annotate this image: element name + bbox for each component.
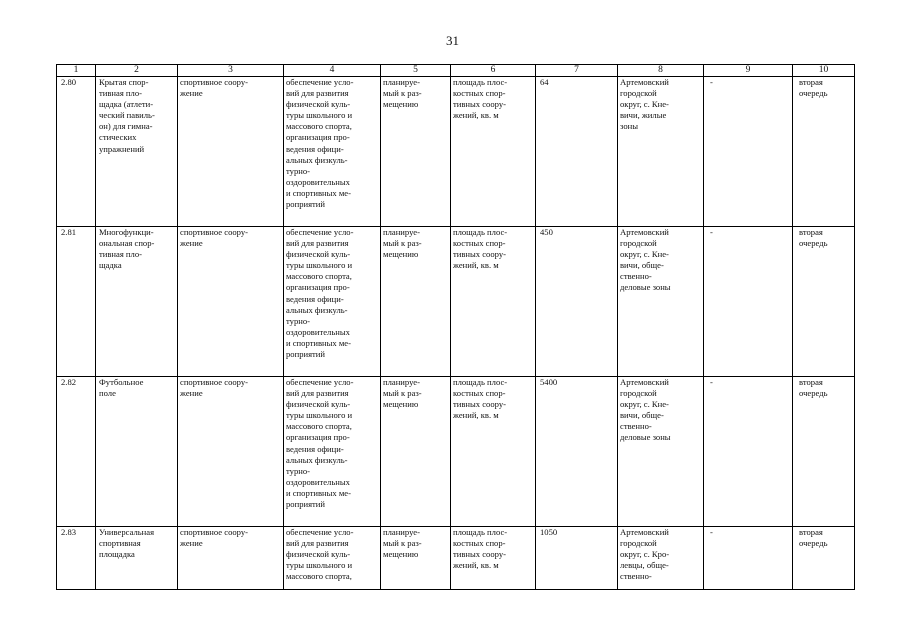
object-purpose: обеспечение усло- вий для развития физической куль- туры школьного и массового спорта, (284, 527, 381, 590)
column-header-2: 2 (96, 65, 178, 77)
object-name: Крытая спор- тивная пло- щадка (атлети- ческий павиль- он) для гимна- стических упражнений (96, 77, 178, 227)
object-value: 64 (536, 77, 618, 227)
object-value: 1050 (536, 527, 618, 590)
row-number: 2.81 (57, 227, 96, 377)
object-type: спортивное соору- жение (178, 77, 284, 227)
object-stage: вторая очередь (793, 527, 855, 590)
column-header-7: 7 (536, 65, 618, 77)
column-header-1: 1 (57, 65, 96, 77)
object-name: Футбольное поле (96, 377, 178, 527)
object-name: Универсальная спортивная площадка (96, 527, 178, 590)
row-number: 2.83 (57, 527, 96, 590)
header-row (57, 65, 855, 77)
table-row (57, 377, 855, 527)
table-row (57, 527, 855, 590)
object-characteristic: площадь плос- костных спор- тивных соору- жений, кв. м (451, 527, 536, 590)
column-header-8: 8 (618, 65, 704, 77)
object-name: Многофункци- ональная спор- тивная пло- щадка (96, 227, 178, 377)
object-characteristic: площадь плос- костных спор- тивных соору- жений, кв. м (451, 77, 536, 227)
column-header-4: 4 (284, 65, 381, 77)
column-header-6: 6 (451, 65, 536, 77)
column-header-3: 3 (178, 65, 284, 77)
objects-table (56, 64, 855, 590)
table-row (57, 77, 855, 227)
object-type: спортивное соору- жение (178, 377, 284, 527)
object-location: Артемовский городской округ, с. Кне- вичи, обще- ственно- деловые зоны (618, 227, 704, 377)
object-purpose: обеспечение усло- вий для развития физической куль- туры школьного и массового спорта, организация про- ведения офици- альных физкуль- турно- оздоровительных и спортивных ме- роприятий (284, 77, 381, 227)
row-number: 2.82 (57, 377, 96, 527)
object-zone: - (704, 377, 793, 527)
object-characteristic: площадь плос- костных спор- тивных соору- жений, кв. м (451, 377, 536, 527)
row-number: 2.80 (57, 77, 96, 227)
object-stage: вторая очередь (793, 377, 855, 527)
object-characteristic: площадь плос- костных спор- тивных соору- жений, кв. м (451, 227, 536, 377)
objects-table-container (56, 64, 855, 590)
column-header-9: 9 (704, 65, 793, 77)
object-status: планируе- мый к раз- мещению (381, 77, 451, 227)
object-zone: - (704, 527, 793, 590)
column-header-5: 5 (381, 65, 451, 77)
object-stage: вторая очередь (793, 227, 855, 377)
object-purpose: обеспечение усло- вий для развития физической куль- туры школьного и массового спорта, организация про- ведения офици- альных физкуль- турно- оздоровительных и спортивных ме- роприятий (284, 377, 381, 527)
object-stage: вторая очередь (793, 77, 855, 227)
column-header-10: 10 (793, 65, 855, 77)
object-status: планируе- мый к раз- мещению (381, 527, 451, 590)
object-type: спортивное соору- жение (178, 527, 284, 590)
object-location: Артемовский городской округ, с. Кне- вичи, обще- ственно- деловые зоны (618, 377, 704, 527)
object-zone: - (704, 227, 793, 377)
object-location: Артемовский городской округ, с. Кне- вичи, жилые зоны (618, 77, 704, 227)
object-purpose: обеспечение усло- вий для развития физической куль- туры школьного и массового спорта, организация про- ведения офици- альных физкуль- турно- оздоровительных и спортивных ме- роприятий (284, 227, 381, 377)
page-number: 31 (446, 33, 459, 48)
object-value: 450 (536, 227, 618, 377)
object-status: планируе- мый к раз- мещению (381, 377, 451, 527)
object-value: 5400 (536, 377, 618, 527)
object-type: спортивное соору- жение (178, 227, 284, 377)
object-status: планируе- мый к раз- мещению (381, 227, 451, 377)
table-row (57, 227, 855, 377)
object-location: Артемовский городской округ, с. Кро- левцы, обще- ственно- (618, 527, 704, 590)
object-zone: - (704, 77, 793, 227)
